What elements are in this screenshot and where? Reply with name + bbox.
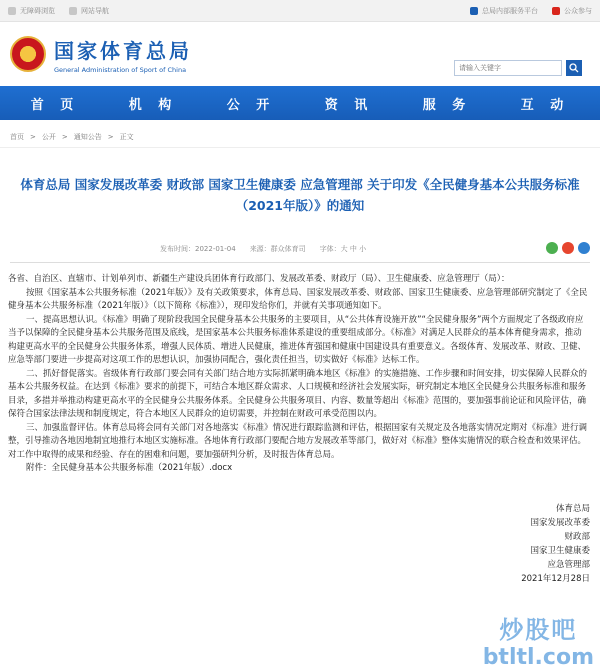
site-header — [0, 22, 600, 86]
publish-date: 发布时间：2022-01-04 — [160, 245, 236, 253]
breadcrumb-home[interactable]: 首页 — [10, 132, 24, 141]
nav-interaction[interactable]: 互 动 — [520, 97, 570, 113]
salutation: 各省、自治区、直辖市、计划单列市、新疆生产建设兵团体育行政部门、发展改革委、财政厅（局）、卫生健康委、应急管理厅（局）： — [8, 274, 510, 284]
site-nav-link[interactable]: 网站导航 — [69, 6, 109, 16]
accessibility-icon — [8, 7, 16, 15]
breadcrumb — [0, 126, 600, 148]
watermark-text: 炒股吧 — [499, 616, 578, 644]
attachment-link[interactable]: 附件：全民健身基本公共服务标准（2021年版）.docx — [26, 463, 233, 473]
wechat-share-icon[interactable] — [546, 242, 558, 254]
site-title-en: General Administration of Sport of China — [54, 65, 187, 74]
search-button[interactable] — [566, 60, 582, 76]
nav-news[interactable]: 资 讯 — [324, 97, 374, 113]
article-paragraph: 一、提高思想认识。《标准》明确了现阶段我国全民健身基本公共服务的主要项目，从“公共体育设施开放”“全民健身服务”两个方面规定了各级政府应当予以保障的全民健身基本公共服务范围及底线，是国家基本公共服务标准体系建设的重要组成部分。《标准》对满足人民群众的基本体育健身需求，推动构建更高水平的全民健身公共服务体系，增强人民体质、增进人民健康，推进体育强国和健康中国建设具有重要意义。各级体育、发展改革、财政、卫健、应急等部门要进一步提高对这项工作的思想认识，加强协同配合，强化责任担当，切实做好《标准》达标工作。 — [8, 314, 587, 365]
watermark — [483, 610, 594, 670]
signature-line: 国家发展改革委 — [530, 517, 590, 528]
breadcrumb-current: 正文 — [119, 132, 134, 141]
breadcrumb-separator-icon: > — [61, 132, 68, 141]
search-input[interactable] — [454, 60, 562, 76]
signature-line: 应急管理部 — [547, 559, 590, 570]
public-participation-link[interactable]: 公众参与 — [552, 6, 592, 16]
top-utility-bar — [0, 0, 600, 22]
search-box — [454, 60, 582, 76]
breadcrumb-separator-icon: > — [30, 132, 36, 141]
signature-date: 2021年12月28日 — [521, 573, 590, 584]
flag-icon — [552, 7, 560, 15]
article-body — [0, 263, 600, 476]
article-title: 体育总局 国家发展改革委 财政部 国家卫生健康委 应急管理部 关于印发《全民健身基本公共服务标准（2021年版）》的通知 — [20, 177, 580, 213]
national-emblem-icon[interactable]: ★ — [10, 36, 46, 72]
signature-line: 体育总局 — [555, 503, 590, 514]
weibo-share-icon[interactable] — [562, 242, 574, 254]
qzone-share-icon[interactable] — [578, 242, 590, 254]
internal-service-link[interactable]: 总局内部服务平台 — [470, 6, 538, 16]
article-meta — [0, 240, 600, 258]
breadcrumb-separator-icon: > — [107, 132, 114, 141]
breadcrumb-public[interactable]: 公开 — [41, 132, 56, 141]
article-paragraph: 按照《国家基本公共服务标准（2021年版）》及有关政策要求，体育总局、国家发展改革委、财政部、国家卫生健康委、应急管理部研究制定了《全民健身基本公共服务标准（2021年版）》（以下简称《标准》），现印发给你们，并就有关事项通知如下。 — [8, 287, 588, 311]
sitemap-icon — [69, 7, 77, 15]
nav-organization[interactable]: 机 构 — [128, 97, 178, 113]
signatures — [0, 502, 600, 586]
article-source: 来源：群众体育司 — [249, 245, 306, 253]
article-paragraph: 二、抓好督促落实。省级体育行政部门要会同有关部门结合地方实际抓紧明确本地区《标准》的实施措施、工作步骤和时间安排，切实保障人民群众的基本公共服务权益。在达到《标准》要求的前提下，可结合本地区群众需求、人口规模和经济社会发展实际，研究制定本地区全民健身公共服务标准和服务目录，多措并举推动构建更高水平的全民健身公共服务体系。全民健身公共服务项目、内容、数量等超出《标准》范围的，要加强事前论证和风险评估，确保符合国家法律法规和制度规定，符合本地区人民群众的迫切需要，并控制在财政可承受范围以内。 — [8, 368, 588, 419]
accessibility-link[interactable]: 无障碍浏览 — [8, 6, 55, 16]
site-logo[interactable] — [54, 35, 192, 74]
breadcrumb-notices[interactable]: 通知公告 — [73, 132, 102, 141]
monitor-icon — [470, 7, 478, 15]
search-icon — [569, 63, 579, 73]
signature-line: 国家卫生健康委 — [530, 545, 590, 556]
site-title-cn: 国家体育总局 — [54, 38, 192, 63]
share-buttons — [546, 242, 590, 254]
nav-services[interactable]: 服 务 — [422, 97, 472, 113]
article-paragraph: 三、加强监督评估。体育总局将会同有关部门对各地落实《标准》情况进行跟踪监测和评估，根据国家有关规定及各地落实情况定期对《标准》进行调整，引导推动各地因地制宜地推行本地区实施标准。各地体育行政部门要配合地方发展改革等部门，做好对《标准》整体实施情况的联合检查和效果评估。对工作中取得的成果和经验、存在的困难和问题，要加强研判分析，及时报告体育总局。 — [8, 422, 588, 460]
nav-public[interactable]: 公 开 — [226, 97, 276, 113]
nav-home[interactable]: 首 页 — [30, 97, 80, 113]
watermark-url: btltl.com — [482, 645, 594, 670]
signature-line: 财政部 — [564, 531, 590, 542]
main-nav — [0, 86, 600, 120]
font-size-switcher[interactable]: 字体：大 中 小 — [319, 245, 367, 253]
